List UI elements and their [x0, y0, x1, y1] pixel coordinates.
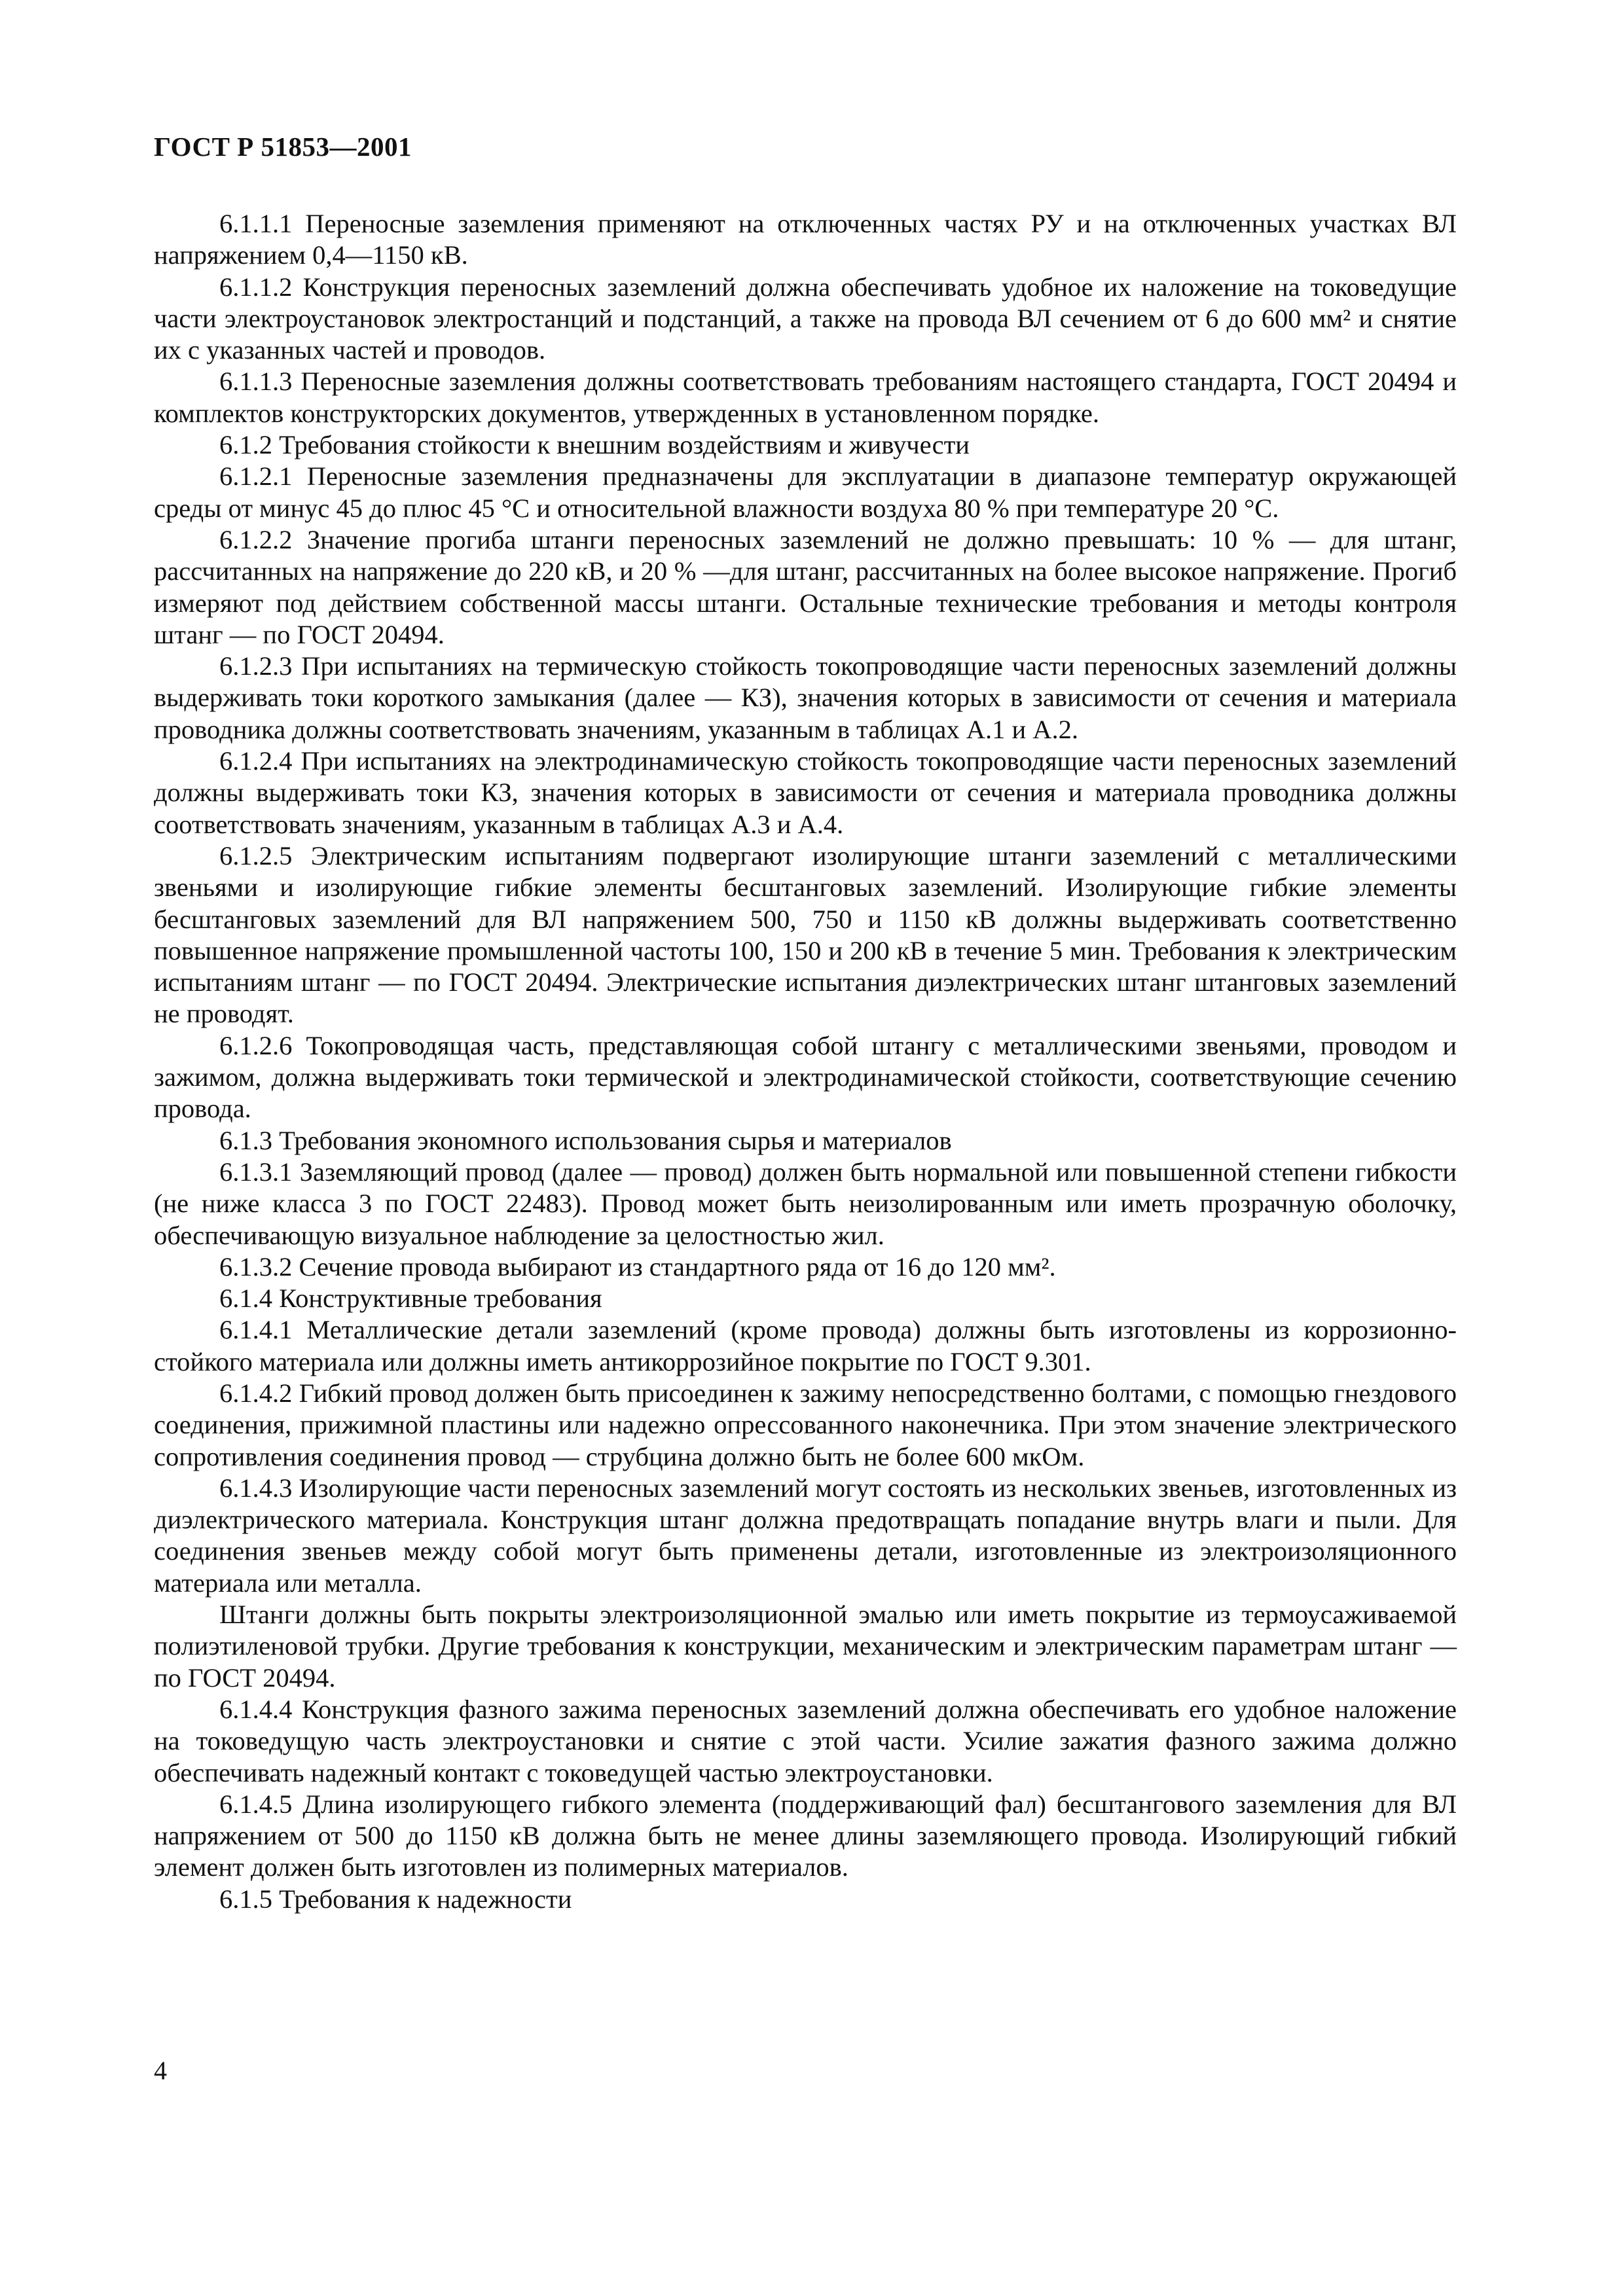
paragraph-6-1-4-5: 6.1.4.5 Длина изолирующего гибкого элемента (поддерживающий фал) бесштангового заземления для ВЛ напряжением от 500 до 1150 кВ должна быть не менее длины заземляющего провода. Изолирующий гибкий элемент должен быть изготовлен из полимерных материалов.	[154, 1789, 1457, 1882]
paragraph-6-1-1-3: 6.1.1.3 Переносные заземления должны соответствовать требованиям настоящего стандарта, ГОСТ 20494 и комплектов конструкторских документов, утвержденных в установленном порядке.	[154, 367, 1457, 428]
paragraph-6-1-2-1: 6.1.2.1 Переносные заземления предназначены для эксплуатации в диапазоне температур окружающей среды от минус 45 до плюс 45 °С и относительной влажности воздуха 80 % при температуре 20 °С.	[154, 461, 1457, 523]
paragraph-6-1-4-2: 6.1.4.2 Гибкий провод должен быть присоединен к зажиму непосредственно болтами, с помощью гнездового соединения, прижимной пластины или надежно опрессованного наконечника. При этом значение электрического сопротивления соединения провод — струбцина должно быть не более 600 мкОм.	[154, 1378, 1457, 1471]
paragraph-6-1-4-1: 6.1.4.1 Металлические детали заземлений (кроме провода) должны быть изготовлены из коррозионно-стойкого материала или должны иметь антикоррозийное покрытие по ГОСТ 9.301.	[154, 1315, 1457, 1376]
paragraph-6-1-2-6: 6.1.2.6 Токопроводящая часть, представляющая собой штангу с металлическими звеньями, проводом и зажимом, должна выдерживать токи термической и электродинамической стойкости, соответствующие сечению провода.	[154, 1030, 1457, 1124]
section-heading-6-1-3: 6.1.3 Требования экономного использования сырья и материалов	[219, 1125, 952, 1155]
paragraph-6-1-2-4: 6.1.2.4 При испытаниях на электродинамическую стойкость токопроводящие части переносных заземлений должны выдерживать токи КЗ, значения которых в зависимости от сечения и материала проводника должны соответствовать значениям, указанным в таблицах А.3 и А.4.	[154, 746, 1457, 839]
page-number: 4	[154, 2056, 167, 2085]
section-heading-6-1-2: 6.1.2 Требования стойкости к внешним воздействиям и живучести	[219, 430, 970, 460]
section-heading-6-1-4: 6.1.4 Конструктивные требования	[219, 1283, 602, 1314]
paragraph-6-1-4-3: 6.1.4.3 Изолирующие части переносных заземлений могут состоять из нескольких звеньев, изготовленных из диэлектрического материала. Конструкция штанг должна предотвращать попадание внутрь влаги и пыли. Для соединения звеньев между собой могут быть применены детали, изготовленные из электроизоляционного материала или металла.	[154, 1473, 1457, 1598]
paragraph-6-1-2-2: 6.1.2.2 Значение прогиба штанги переносных заземлений не должно превышать: 10 % — для штанг, рассчитанных на напряжение до 220 кВ, и 20 % —для штанг, рассчитанных на более высокое напряжение. Прогиб измеряют под действием собственной массы штанги. Остальные технические требования и методы контроля штанг — по ГОСТ 20494.	[154, 524, 1457, 649]
paragraph-6-1-2-3: 6.1.2.3 При испытаниях на термическую стойкость токопроводящие части переносных заземлений должны выдерживать токи короткого замыкания (далее — КЗ), значения которых в зависимости от сечения и материала проводника должны соответствовать значениям, указанным в таблицах А.1 и А.2.	[154, 651, 1457, 744]
paragraph-6-1-1-1: 6.1.1.1 Переносные заземления применяют на отключенных частях РУ и на отключенных участках ВЛ напряжением 0,4—1150 кВ.	[154, 209, 1457, 270]
paragraph-6-1-1-2: 6.1.1.2 Конструкция переносных заземлений должна обеспечивать удобное их наложение на токоведущие части электроустановок электростанций и подстанций, а также на провода ВЛ сечением от 6 до 600 мм² и снятие их с указанных частей и проводов.	[154, 272, 1457, 365]
section-heading-6-1-5: 6.1.5 Требования к надежности	[219, 1884, 572, 1914]
paragraph-6-1-2-5: 6.1.2.5 Электрическим испытаниям подвергают изолирующие штанги заземлений с металлическими звеньями и изолирующие гибкие элементы бесштанговых заземлений. Изолирующие гибкие элементы бесштанговых заземлений для ВЛ напряжением 500, 750 и 1150 кВ должны выдерживать соответственно повышенное напряжение промышленной частоты 100, 150 и 200 кВ в течение 5 мин. Требования к электрическим испытаниям штанг — по ГОСТ 20494. Электрические испытания диэлектрических штанг штанговых заземлений не проводят.	[154, 840, 1457, 1029]
paragraph-6-1-3-1: 6.1.3.1 Заземляющий провод (далее — провод) должен быть нормальной или повышенной степени гибкости (не ниже класса 3 по ГОСТ 22483). Провод может быть неизолированным или иметь прозрачную оболочку, обеспечивающую визуальное наблюдение за целостностью жил.	[154, 1157, 1457, 1250]
document-header: ГОСТ Р 51853—2001	[154, 132, 412, 162]
paragraph-6-1-4-4: 6.1.4.4 Конструкция фазного зажима переносных заземлений должна обеспечивать его удобное наложение на токоведущую часть электроустановки и снятие с этой части. Усилие зажатия фазного зажима должно обеспечивать надежный контакт с токоведущей частью электроустановки.	[154, 1694, 1457, 1787]
paragraph-6-1-4-3-continued: Штанги должны быть покрыты электроизоляционной эмалью или иметь покрытие из термоусаживаемой полиэтиленовой трубки. Другие требования к конструкции, механическим и электрическим параметрам штанг — по ГОСТ 20494.	[154, 1600, 1457, 1693]
document-body	[154, 208, 1457, 1915]
paragraph-6-1-3-2: 6.1.3.2 Сечение провода выбирают из стандартного ряда от 16 до 120 мм².	[219, 1251, 1056, 1282]
